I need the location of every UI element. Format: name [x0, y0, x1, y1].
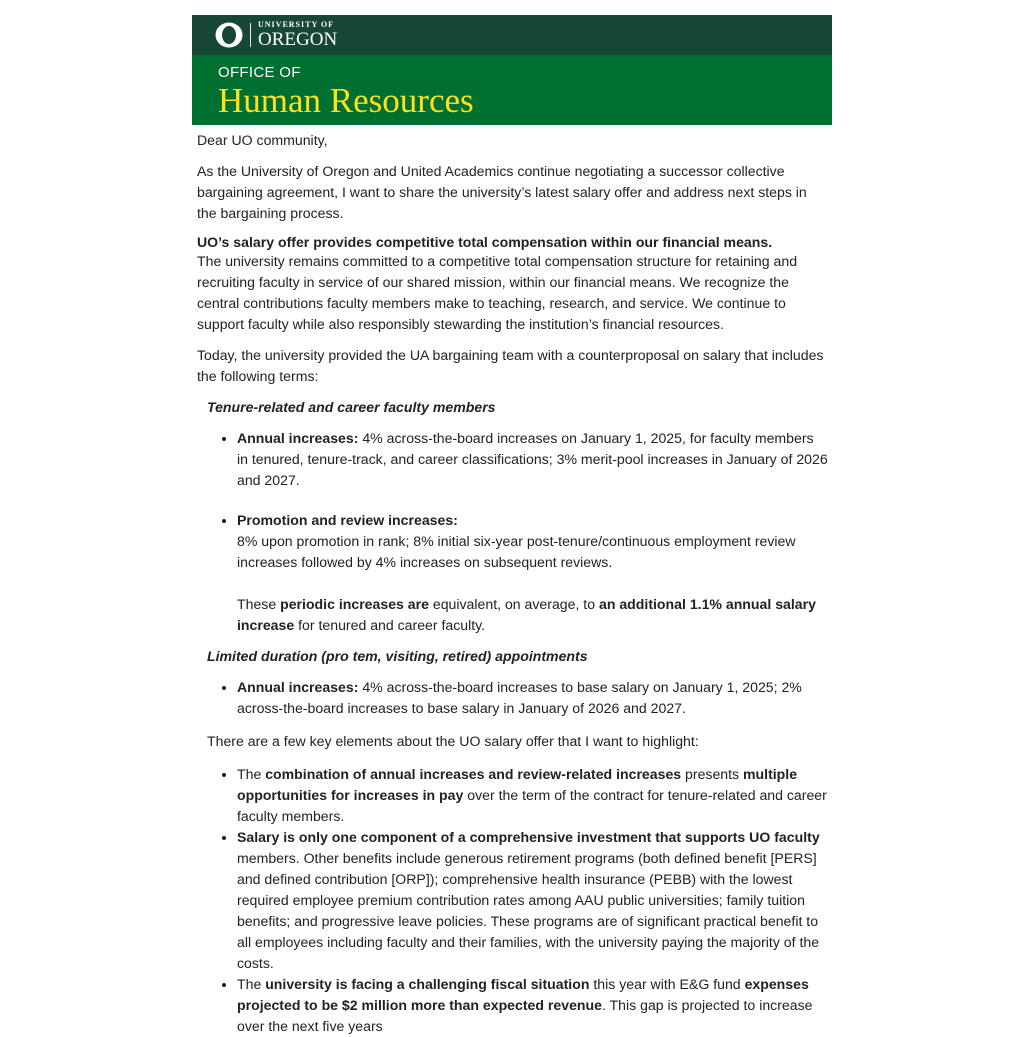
uo-logo[interactable] — [214, 21, 337, 49]
bullet-label: Annual increases: — [237, 679, 359, 695]
text-run-bold: Salary is only one component of a comprehensive investment that supports UO faculty — [237, 829, 820, 845]
text-run-bold: an additional 1.1% annual salary increase — [237, 596, 816, 633]
office-of-label: OFFICE OF — [218, 64, 301, 81]
logo-small-text: UNIVERSITY OF — [258, 20, 335, 29]
bullet-label: Annual increases: — [237, 430, 359, 446]
list-item — [237, 677, 828, 719]
text-run-bold: periodic increases are — [280, 596, 429, 612]
text-run: The — [237, 766, 266, 782]
highlight-list — [197, 764, 828, 1037]
bullet-text: 4% across-the-board increases on January 1, 2025, for faculty members in tenured, tenure-track, and career classifications; 3% merit-pool increases in January of 2026 and 2027. — [237, 430, 828, 488]
text-run: this year with E&G fund — [589, 976, 745, 992]
logo-divider — [250, 23, 251, 47]
limited-list — [197, 677, 828, 719]
header-top-bar — [192, 15, 832, 55]
counterproposal-paragraph: Today, the university provided the UA bargaining team with a counterproposal on salary that includes the following terms: — [197, 347, 824, 384]
limited-duration-heading: Limited duration (pro tem, visiting, retired) appointments — [207, 648, 588, 664]
text-run: for tenured and career faculty. — [294, 617, 486, 633]
intro-paragraph: As the University of Oregon and United Academics continue negotiating a successor collective bargaining agreement, I want to share the university’s latest salary offer and address next steps in the bargaining process. — [197, 163, 807, 221]
list-item — [237, 764, 828, 827]
text-run-bold: university is facing a challenging fiscal situation — [265, 976, 590, 992]
text-run: These — [237, 596, 281, 612]
bullet-label: Promotion and review increases: — [237, 512, 458, 528]
list-item — [237, 827, 828, 974]
text-run: . This gap is projected to increase over the next five years — [237, 997, 813, 1034]
logo-wordmark — [258, 21, 337, 49]
bullet-text: 4% across-the-board increases to base salary on January 1, 2025; 2% across-the-board increases to base salary in January of 2026 and 2027. — [237, 679, 802, 716]
bullet-subparagraph — [237, 594, 828, 636]
text-run: over the term of the contract for tenure-related and career faculty members. — [237, 787, 827, 824]
text-run-bold: expenses projected to be $2 million more than expected revenue — [237, 976, 809, 1013]
text-run: presents — [681, 766, 744, 782]
section-heading-salary-offer: UO’s salary offer provides competitive total compensation within our financial means. — [197, 234, 773, 250]
logo-big-text: OREGON — [258, 29, 338, 50]
text-run-bold: multiple opportunities for increases in pay — [237, 766, 798, 803]
email-content — [192, 130, 832, 1037]
tenure-heading: Tenure-related and career faculty members — [207, 399, 496, 415]
bullet-text: 8% upon promotion in rank; 8% initial six-year post-tenure/continuous employment review increases followed by 4% increases on subsequent reviews. — [237, 533, 796, 570]
list-item — [237, 974, 828, 1037]
tenure-list — [197, 428, 828, 636]
text-run: The — [237, 976, 266, 992]
email-body — [192, 15, 832, 1037]
header-banner — [192, 55, 832, 125]
list-item — [237, 428, 828, 491]
greeting: Dear UO community, — [197, 132, 328, 148]
text-run-bold: combination of annual increases and review-related increases — [265, 766, 682, 782]
text-run: members. Other benefits include generous retirement programs (both defined benefit [PERS] and defined contribution [ORP]); comprehensive health insurance (PEBB) with the lowest required employee premium contribution rates among AAU public universities; family tuition benefits; and progressive leave policies. These programs are of significant practical benefit to all employees including faculty and their families, with the university paying the majority of the costs. — [237, 850, 820, 971]
section-paragraph-commitment: The university remains committed to a competitive total compensation structure for retaining and recruiting faculty in service of our shared mission, within our financial means. We recognize the central contributions faculty members make to teaching, research, and service. We continue to support faculty while also responsibly stewarding the institution’s financial resources. — [197, 253, 798, 332]
list-item — [237, 510, 828, 636]
department-title: Human Resources — [218, 81, 474, 120]
highlight-intro: There are a few key elements about the UO salary offer that I want to highlight: — [207, 733, 699, 749]
text-run: equivalent, on average, to — [428, 596, 599, 612]
uo-o-icon — [214, 21, 244, 49]
